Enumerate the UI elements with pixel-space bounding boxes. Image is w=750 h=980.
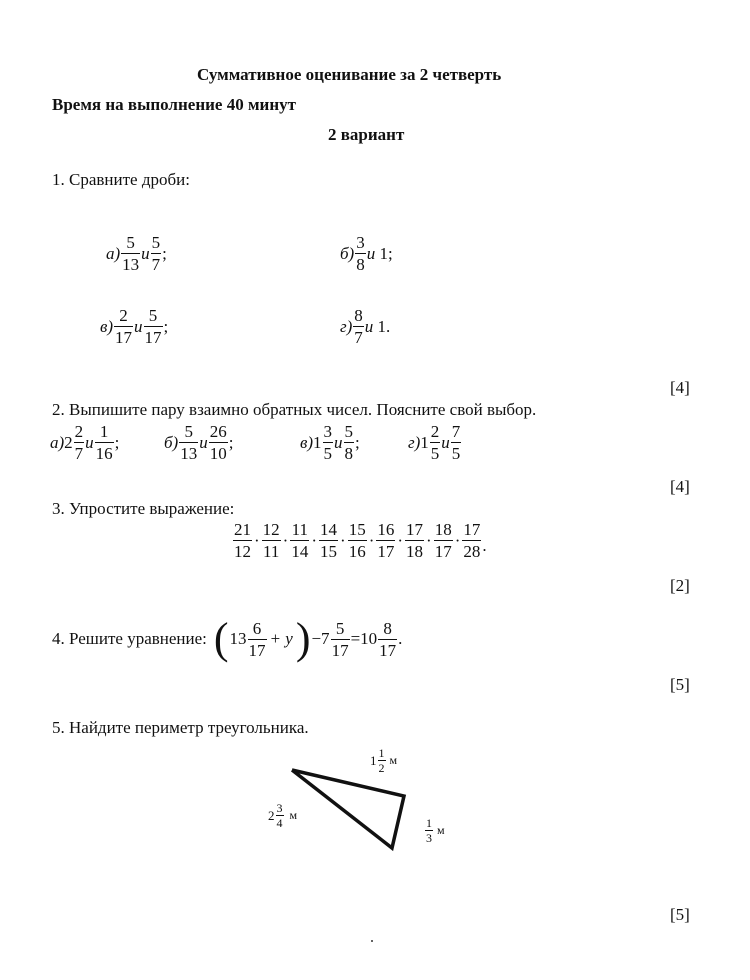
tail-text: 1; (375, 243, 393, 263)
multiply-operator: · (254, 530, 260, 550)
task5-text: 5. Найдите периметр треугольника. (52, 718, 309, 737)
fraction: $\frac{8}{17}$ (379, 618, 397, 660)
side-right-label (424, 817, 445, 844)
multiply-operator: · (368, 530, 375, 550)
punct: ; (228, 432, 234, 452)
fraction: $\frac{8}{7}$ (354, 306, 363, 347)
task2-item-b (164, 423, 233, 462)
conjunction: и (364, 316, 374, 336)
fraction: $\frac{3}{8}$ (356, 233, 365, 274)
conjunction: и (134, 316, 143, 336)
conjunction: и (199, 432, 208, 452)
fraction: $\frac{1}{3}$ (426, 816, 432, 845)
punct: ; (162, 243, 167, 263)
variant-label: 2 вариант (328, 125, 405, 144)
task4-score: [5] (670, 675, 690, 694)
whole-part: 2 (268, 807, 275, 823)
task1-text: 1. Сравните дроби: (52, 170, 190, 189)
fraction: $\frac{14}{15}$ (320, 520, 338, 561)
item-label: г) (340, 316, 353, 336)
fraction: $\frac{5}{7}$ (151, 233, 161, 274)
stray-dot (371, 940, 373, 942)
conjunction: и (334, 432, 343, 452)
time-limit: Время на выполнение 40 минут (52, 95, 296, 114)
punct: . (398, 629, 403, 648)
item-label: б) (340, 243, 355, 263)
conjunction: и (366, 243, 376, 263)
fraction: $\frac{12}{11}$ (262, 520, 280, 561)
unit: м (437, 823, 445, 837)
close-paren: ) (295, 614, 311, 663)
task1-item-g (340, 307, 390, 346)
task1-item-a (106, 234, 167, 273)
item-label: б) (164, 432, 179, 452)
multiply-operator: · (426, 530, 432, 550)
minus-whole: −7 (311, 629, 330, 648)
fraction: $\frac{2}{5}$ (430, 422, 440, 463)
unit: м (289, 808, 298, 822)
conjunction: и (441, 432, 450, 452)
fraction: $\frac{16}{17}$ (377, 520, 395, 561)
fraction: $\frac{1}{16}$ (95, 422, 113, 463)
fraction: $\frac{5}{8}$ (344, 422, 354, 463)
fraction: $\frac{5}{17}$ (331, 618, 349, 660)
whole-part: 13 (229, 629, 247, 648)
multiply-operator: · (397, 530, 404, 550)
whole-part: 1 (420, 432, 429, 452)
triangle-diagram (280, 760, 420, 860)
fraction: $\frac{21}{12}$ (234, 520, 251, 561)
task2-item-a (50, 423, 119, 462)
open-paren: ( (213, 614, 229, 663)
conjunction: и (85, 432, 94, 452)
item-label: в) (300, 432, 314, 452)
tail-text: 1. (373, 316, 391, 336)
fraction: $\frac{3}{5}$ (323, 422, 333, 463)
punct: ; (114, 432, 120, 452)
fraction: $\frac{3}{4}$ (276, 801, 283, 830)
fraction: $\frac{1}{2}$ (378, 746, 385, 775)
triangle-shape (289, 770, 404, 848)
item-label: а) (106, 243, 121, 263)
task3-score: [2] (670, 576, 690, 595)
task3-text: 3. Упростите выражение: (52, 499, 235, 518)
fraction: $\frac{7}{5}$ (451, 422, 461, 463)
task1-item-v (100, 307, 168, 346)
punct: ; (163, 316, 169, 336)
plus-y: + y (269, 629, 293, 648)
task2-item-v (300, 423, 360, 462)
punct: ; (355, 432, 360, 452)
fraction: $\frac{26}{10}$ (209, 422, 227, 463)
fraction: $\frac{5}{13}$ (180, 422, 198, 463)
task3-expression (232, 521, 487, 560)
task2-item-g (408, 423, 462, 462)
doc-title: Суммативное оценивание за 2 четверть (197, 65, 502, 84)
punct: . (482, 536, 487, 555)
task5-score: [5] (670, 905, 690, 924)
whole-part: 1 (313, 432, 322, 452)
unit: м (389, 753, 398, 767)
side-left-label (268, 802, 297, 829)
fraction: $\frac{11}{14}$ (291, 520, 309, 561)
task2-text: 2. Выпишите пару взаимно обратных чисел. Поясните свой выбор. (52, 400, 537, 419)
multiply-operator: · (311, 530, 318, 550)
multiply-operator: · (340, 530, 346, 550)
equals-whole: =10 (350, 629, 378, 648)
item-label: а) (50, 432, 65, 452)
side-top-label (370, 747, 397, 774)
fraction: $\frac{17}{28}$ (463, 520, 481, 561)
fraction: $\frac{17}{18}$ (406, 520, 424, 561)
fraction: $\frac{15}{16}$ (348, 520, 366, 561)
task2-score: [4] (670, 477, 690, 496)
fraction: $\frac{5}{17}$ (144, 306, 162, 347)
item-label: в) (100, 316, 114, 336)
multiply-operator: · (454, 530, 461, 550)
item-label: г) (408, 432, 421, 452)
fraction: $\frac{18}{17}$ (434, 520, 452, 561)
multiply-operator: · (282, 530, 289, 550)
task4-line (52, 614, 403, 663)
whole-part: 1 (370, 752, 377, 768)
task1-item-b (340, 234, 393, 273)
fraction: $\frac{2}{17}$ (115, 306, 133, 347)
task4-text: 4. Решите уравнение: (52, 629, 207, 648)
conjunction: и (141, 243, 150, 263)
fraction: $\frac{5}{13}$ (122, 233, 140, 274)
fraction: $\frac{6}{17}$ (248, 618, 266, 660)
whole-part: 2 (64, 432, 73, 452)
task1-score: [4] (670, 378, 690, 397)
fraction: $\frac{2}{7}$ (74, 422, 84, 463)
